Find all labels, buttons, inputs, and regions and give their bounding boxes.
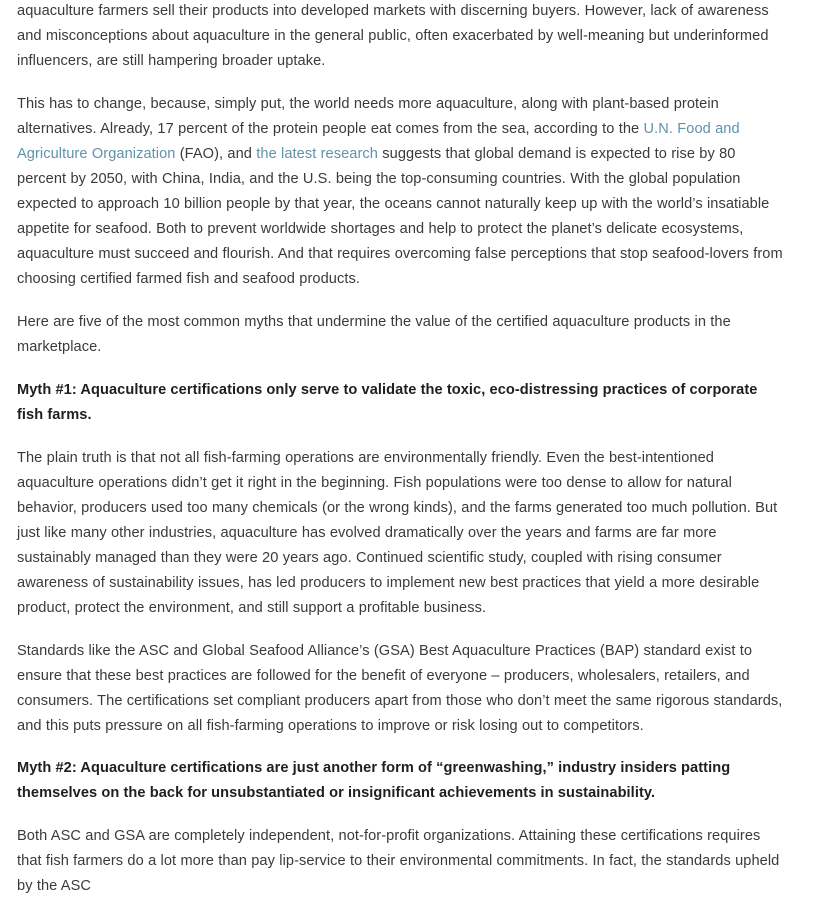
paragraph-text: aquaculture farmers sell their products into developed markets with discerning buyers. However, lack of awareness and misconceptions about aquaculture in the general public, often exacerbated by well-meaning but underinformed influencers, are still hampering broader uptake. <box>17 3 769 69</box>
paragraph-text: Standards like the ASC and Global Seafood Alliance’s (GSA) Best Aquaculture Practices (BAP) standard exist to ensure that these best practices are followed for the benefit of everyone – producers, wholesalers, retailers, and consumers. The certifications set compliant producers apart from those who don’t meet the same rigorous standards, and this puts pressure on all fish-farming operations to improve or risk losing out to competitors. <box>17 643 783 734</box>
paragraph-text-segment: This has to change, because, simply put, the world needs more aquaculture, along with plant-based protein alternatives. Already, 17 percent of the protein people eat comes from the sea, according to the <box>17 96 719 137</box>
paragraph-text-segment: (FAO), and <box>175 146 257 162</box>
paragraph-text: The plain truth is that not all fish-farming operations are environmentally friendly. Even the best-intentioned aquaculture operations didn’t get it right in the beginning. Fish populations were too dense to allow for natural behavior, producers used too many chemicals (or the wrong kinds), and the farms generated too much pollution. But just like many other industries, aquaculture has evolved dramatically over the years and farms are far more sustainably managed than they were 20 years ago. Continued scientific study, coupled with rising consumer awareness of sustainability issues, has led producers to implement new best practices that yield a more desirable product, protect the environment, and still support a profitable business. <box>17 450 778 616</box>
paragraph-awareness <box>17 0 787 74</box>
link-latest-research[interactable]: the latest research <box>256 146 378 162</box>
paragraph-text: Both ASC and GSA are completely independent, not-for-profit organizations. Attaining these certifications requires that fish farmers do a lot more than pay lip-service to their environmental commitments. In fact, the standards upheld by the ASC <box>17 828 780 894</box>
heading-myth-2 <box>17 756 787 806</box>
paragraph-plain-truth <box>17 446 787 621</box>
paragraph-text-segment: suggests that global demand is expected to rise by 80 percent by 2050, with China, India, and the U.S. being the top-consuming countries. With the global population expected to approach 10 billion people by that year, the oceans cannot naturally keep up with the world’s insatiable appetite for seafood. Both to prevent worldwide shortages and help to protect the planet’s delicate ecosystems, aquaculture must succeed and flourish. And that requires overcoming false perceptions that stop seafood-lovers from choosing certified farmed fish and seafood products. <box>17 146 783 287</box>
paragraph-demand <box>17 92 787 292</box>
heading-text: Myth #1: Aquaculture certifications only serve to validate the toxic, eco-distressing practices of corporate fish farms. <box>17 382 758 423</box>
paragraph-standards <box>17 639 787 739</box>
paragraph-text: Here are five of the most common myths that undermine the value of the certified aquaculture products in the marketplace. <box>17 314 731 355</box>
heading-myth-1 <box>17 378 787 428</box>
heading-text: Myth #2: Aquaculture certifications are just another form of “greenwashing,” industry insiders patting themselves on the back for unsubstantiated or insignificant achievements in sustainability. <box>17 760 731 801</box>
paragraph-intro-myths <box>17 310 787 360</box>
link-fao[interactable]: U.N. Food and Agriculture Organization <box>17 121 740 162</box>
paragraph-independent <box>17 824 787 899</box>
